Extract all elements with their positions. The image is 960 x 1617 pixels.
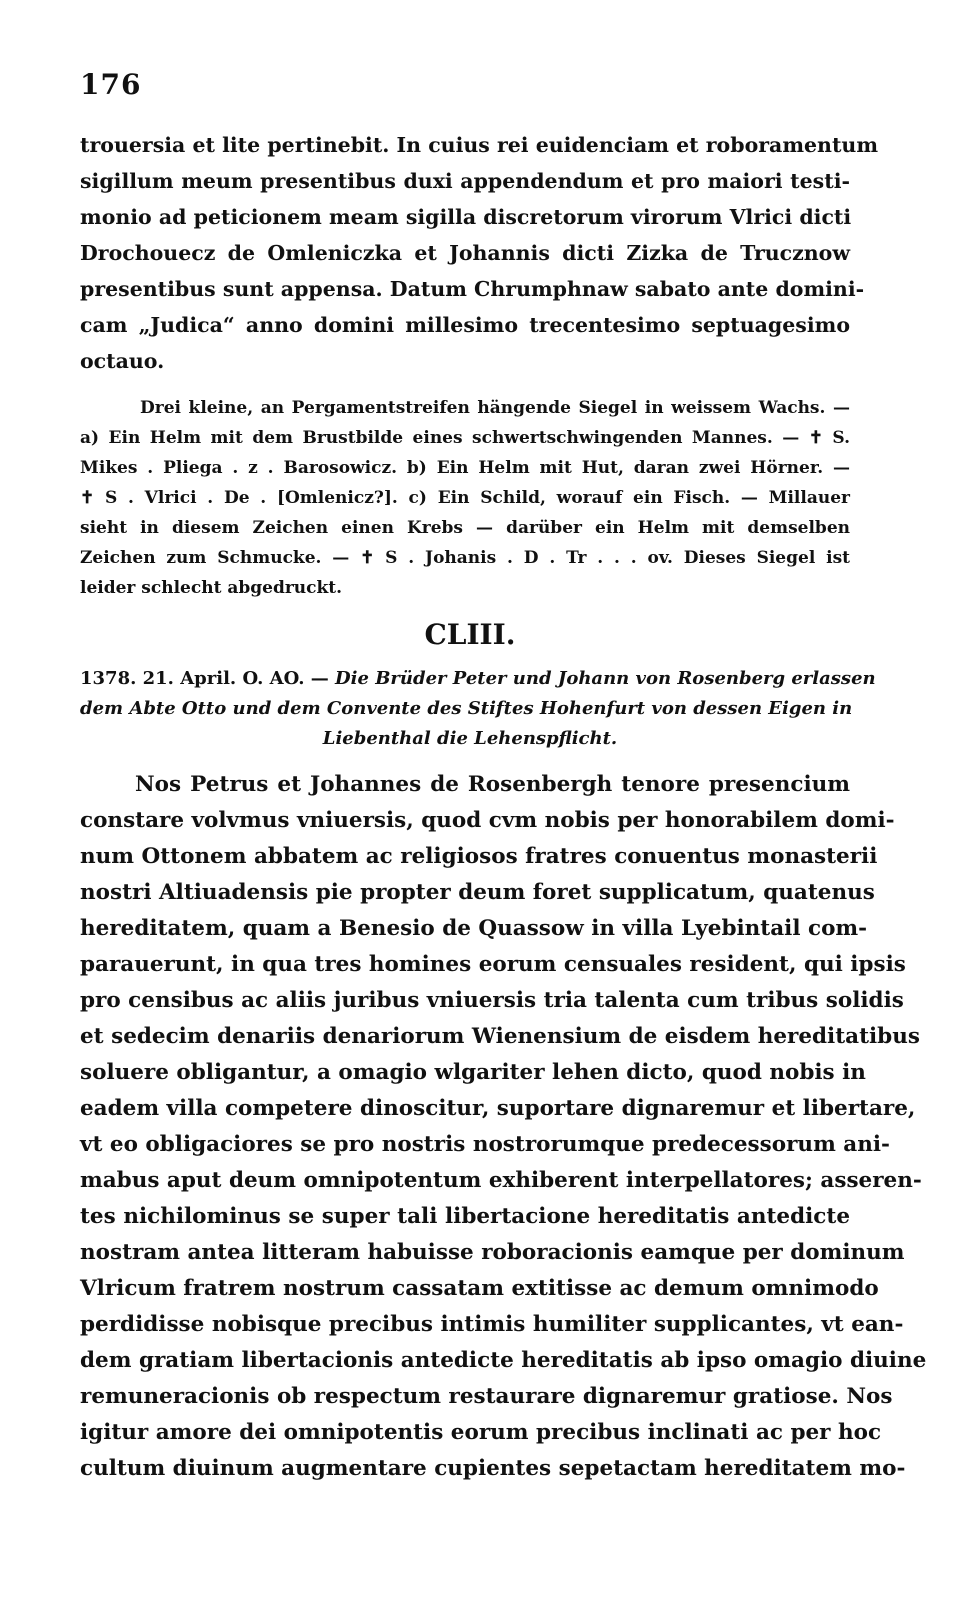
body-line: eadem villa competere dinoscitur, suportare dignaremur et libertare, — [80, 1096, 916, 1121]
intro-line: presentibus sunt appensa. Datum Chrumphnaw sabato ante domini- — [80, 277, 865, 301]
note-line: Mikes . Pliega . z . Barosowicz. b) Ein Helm mit Hut, daran zwei Hörner. — — [80, 458, 850, 478]
body-line: nostram antea litteram habuisse roboracionis eamque per dominum — [80, 1240, 905, 1265]
regest-line — [80, 668, 876, 689]
body-line: mabus aput deum omnipotentum exhiberent interpellatores; asseren- — [80, 1168, 922, 1193]
body-line: nostri Altiuadensis pie propter deum foret supplicatum, quatenus — [80, 880, 875, 905]
note-line: ✝ S . Vlrici . De . [Omlenicz?]. c) Ein Schild, worauf ein Fisch. — Millauer — [80, 488, 850, 508]
body-line: remuneracionis ob respectum restaurare dignaremur gratiose. Nos — [80, 1384, 893, 1409]
regest-text: Die Brüder Peter und Johann von Rosenberg erlassen — [335, 668, 876, 689]
regest-date: 1378. 21. April. O. AO. — — [80, 668, 329, 689]
body-line: Vlricum fratrem nostrum cassatam extitisse ac demum omnimodo — [80, 1276, 879, 1301]
regest-line — [80, 698, 853, 719]
body-line: cultum diuinum augmentare cupientes sepetactam hereditatem mo- — [80, 1456, 906, 1481]
body-line: num Ottonem abbatem ac religiosos fratres conuentus monasterii — [80, 844, 878, 869]
page-number: 176 — [80, 68, 142, 101]
body-line: igitur amore dei omnipotentis eorum precibus inclinati ac per hoc — [80, 1420, 882, 1445]
note-line: Drei kleine, an Pergamentstreifen hängende Siegel in weissem Wachs. — — [140, 398, 850, 418]
body-line: soluere obligantur, a omagio wlgariter lehen dicto, quod nobis in — [80, 1060, 866, 1085]
body-line: perdidisse nobisque precibus intimis humiliter supplicantes, vt ean- — [80, 1312, 904, 1337]
note-line: Zeichen zum Schmucke. — ✝ S . Johanis . D . Tr . . . ov. Dieses Siegel ist — [80, 548, 850, 568]
note-line: sieht in diesem Zeichen einen Krebs — darüber ein Helm mit demselben — [80, 518, 850, 538]
note-line: a) Ein Helm mit dem Brustbilde eines schwertschwingenden Mannes. — ✝ S. — [80, 428, 850, 448]
section-heading: CLIII. — [424, 618, 516, 651]
body-line: vt eo obligaciores se pro nostris nostrorumque predecessorum ani- — [80, 1132, 890, 1157]
regest-line — [0, 728, 940, 749]
intro-line: octauo. — [80, 349, 165, 373]
body-line: constare volvmus vniuersis, quod cvm nobis per honorabilem domi- — [80, 808, 895, 833]
intro-line: trouersia et lite pertinebit. In cuius rei euidenciam et roboramentum — [80, 133, 879, 157]
body-line: dem gratiam libertacionis antedicte hereditatis ab ipso omagio diuine — [80, 1348, 927, 1373]
intro-line: cam „Judica“ anno domini millesimo trecentesimo septuagesimo — [80, 313, 850, 337]
intro-line: Drochouecz de Omleniczka et Johannis dicti Zizka de Trucznow — [80, 241, 850, 265]
intro-line: sigillum meum presentibus duxi appendendum et pro maiori testi- — [80, 169, 850, 193]
body-line: pro censibus ac aliis juribus vniuersis tria talenta cum tribus solidis — [80, 988, 904, 1013]
body-line: hereditatem, quam a Benesio de Quassow in villa Lyebintail com- — [80, 916, 868, 941]
regest-text: dem Abte Otto und dem Convente des Stiftes Hohenfurt von dessen Eigen in — [80, 698, 853, 719]
body-line: Nos Petrus et Johannes de Rosenbergh tenore presencium — [135, 772, 850, 797]
body-line: tes nichilominus se super tali libertacione hereditatis antedicte — [80, 1204, 850, 1229]
note-line: leider schlecht abgedruckt. — [80, 578, 343, 598]
intro-line: monio ad peticionem meam sigilla discretorum virorum Vlrici dicti — [80, 205, 852, 229]
regest-text: Liebenthal die Lehenspflicht. — [322, 728, 618, 749]
body-line: parauerunt, in qua tres homines eorum censuales resident, qui ipsis — [80, 952, 906, 977]
body-line: et sedecim denariis denariorum Wienensium de eisdem hereditatibus — [80, 1024, 920, 1049]
